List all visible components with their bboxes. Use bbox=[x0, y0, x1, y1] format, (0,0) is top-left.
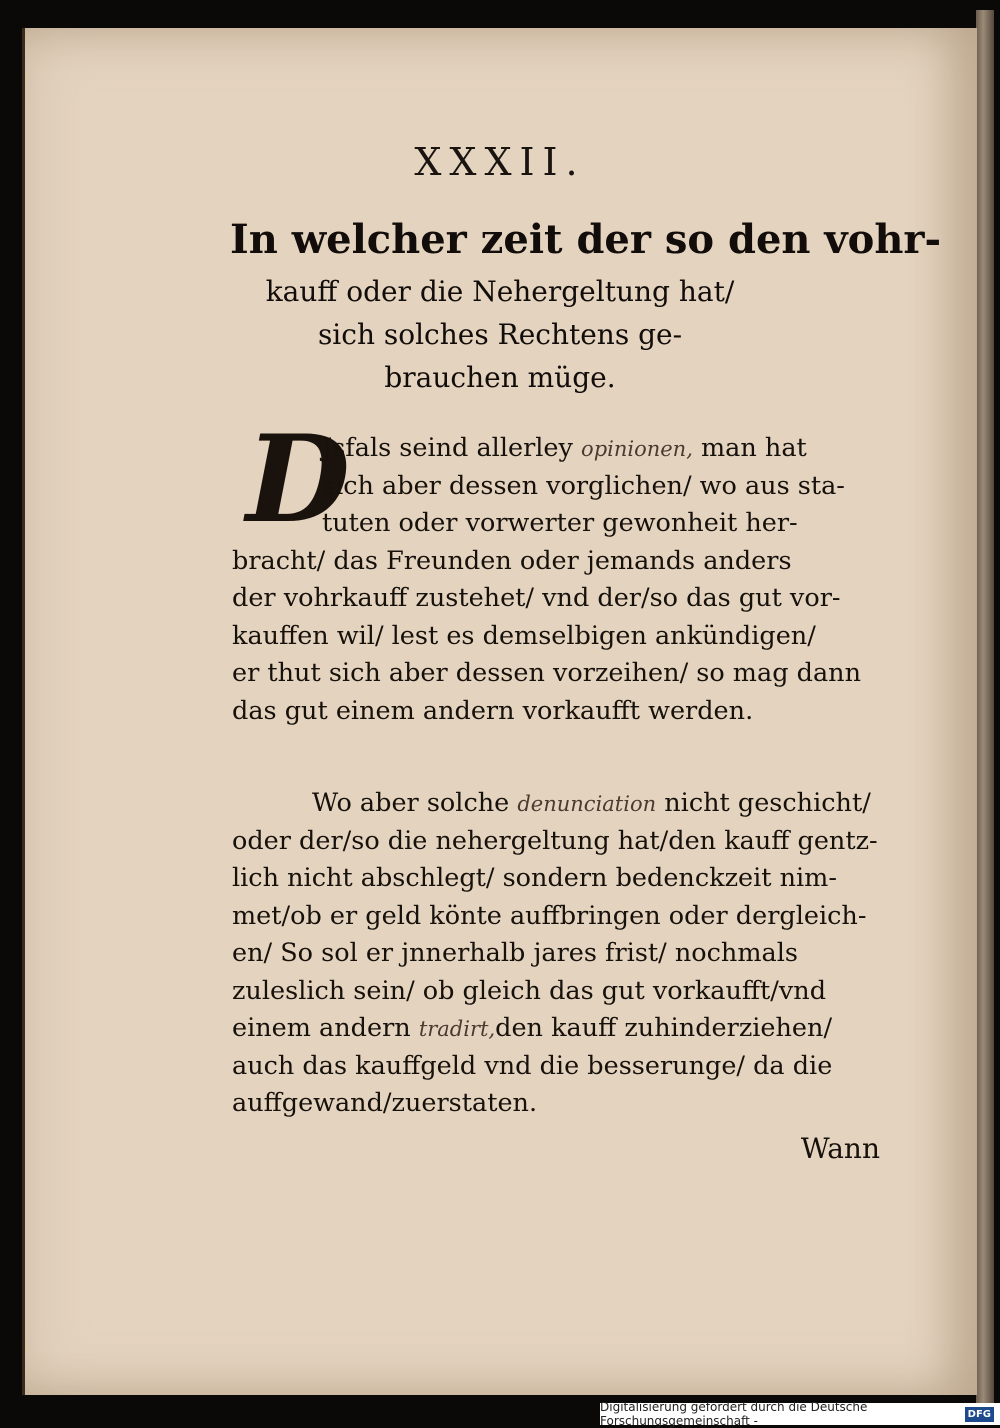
text-line: sich aber dessen vorglichen/ wo aus sta- bbox=[322, 470, 845, 501]
latin-term: denunciation bbox=[517, 792, 657, 816]
text-line: Wo aber solche denunciation nicht geschicht/ bbox=[312, 788, 871, 818]
text-line: oder der/so die nehergeltung hat/den kauff gentz- bbox=[232, 825, 878, 856]
text-line: met/ob er geld könte auffbringen oder dergleich- bbox=[232, 900, 867, 931]
text-line: tuten oder vorwerter gewonheit her- bbox=[322, 508, 798, 538]
latin-term: opinionen, bbox=[581, 437, 693, 461]
footer-credit bbox=[600, 1400, 1000, 1428]
heading-line-4: brauchen müge. bbox=[384, 361, 616, 394]
text-line: auffgewand/zuerstaten. bbox=[232, 1088, 538, 1118]
text-line: bracht/ das Freunden oder jemands anders bbox=[232, 545, 792, 576]
text-line: er thut sich aber dessen vorzeihen/ so mag dann bbox=[232, 658, 861, 688]
decorated-initial: D bbox=[246, 409, 351, 550]
footer-text: Digitalisierung gefördert durch die Deutsche Forschungsgemeinschaft - bbox=[600, 1400, 868, 1428]
book-edge bbox=[976, 10, 994, 1405]
chapter-number: XXXII. bbox=[414, 140, 586, 184]
catchword: Wann bbox=[800, 1132, 880, 1165]
text-line: der vohrkauff zustehet/ vnd der/so das gut vor- bbox=[232, 583, 841, 613]
heading-line-3: sich solches Rechtens ge- bbox=[317, 318, 683, 351]
paragraph-1 bbox=[232, 430, 882, 730]
text-line: zuleslich sein/ ob gleich das gut vorkaufft/vnd bbox=[232, 975, 827, 1006]
paragraph-2 bbox=[232, 785, 882, 1123]
dfg-logo-icon: DFG bbox=[965, 1407, 994, 1422]
heading-line-2: kauff oder die Nehergeltung hat/ bbox=[265, 275, 735, 308]
latin-term: tradirt, bbox=[418, 1017, 496, 1041]
text-line: auch das kauffgeld vnd die besserunge/ da die bbox=[232, 1050, 833, 1081]
heading-line-1: In welcher zeit der so den vohr- bbox=[230, 216, 942, 263]
text-line: en/ So sol er jnnerhalb jares frist/ nochmals bbox=[232, 938, 798, 968]
text-line: lich nicht abschlegt/ sondern bedenckzeit nim- bbox=[232, 863, 837, 893]
chapter-heading bbox=[230, 210, 942, 399]
text-line: Jsfals seind allerley opinionen, man hat bbox=[322, 433, 807, 463]
text-line: einem andern tradirt,den kauff zuhinderziehen/ bbox=[232, 1013, 833, 1043]
text-line: kauffen wil/ lest es demselbigen ankündigen/ bbox=[232, 620, 816, 651]
text-line: das gut einem andern vorkaufft werden. bbox=[232, 695, 754, 726]
